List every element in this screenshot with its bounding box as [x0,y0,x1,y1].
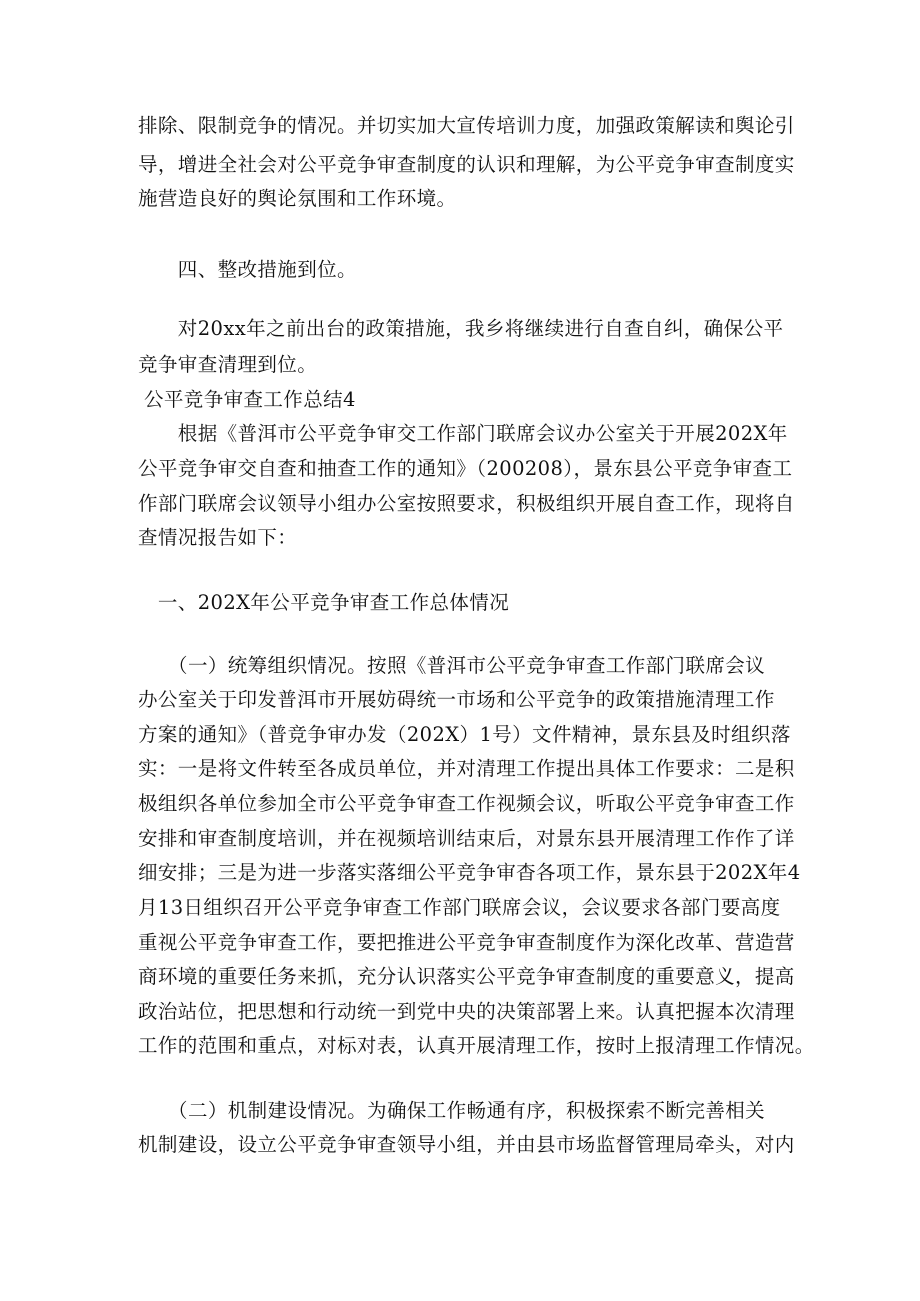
paragraph-line: 办公室关于印发普洱市开展妨碍统一市场和公平竞争的政策措施清理工作 [138,688,775,711]
paragraph-line: 实：一是将文件转至各成员单位，并对清理工作提出具体工作要求：二是积 [138,757,795,780]
paragraph-line: 极组织各单位参加全市公平竞争审查工作视频会议，听取公平竞争审查工作 [138,792,795,815]
paragraph-line: 方案的通知》（普竞争审办发（202X）1号）文件精神，景东县及时组织落 [138,723,791,746]
paragraph-line: 商环境的重要任务来抓，充分认识落实公平竞争审查制度的重要意义，提高 [138,965,795,988]
paragraph-line: 导，增进全社会对公平竞争审查制度的认识和理解，为公平竞争审查制度实 [138,153,795,176]
paragraph-line: （二）机制建设情况。为确保工作畅通有序，积极探索不断完善相关 [138,1099,766,1122]
paragraph-line: 安排和审查制度培训，并在视频培训结束后，对景东县开展清理工作作了详 [138,827,795,850]
paragraph-line: 公平竞争审交自查和抽查工作的通知》（200208），景东县公平竞争审查工 [138,457,793,480]
paragraph-line: 重视公平竞争审查工作，要把推进公平竞争审查制度作为深化改革、营造营 [138,931,795,954]
paragraph-line: 施营造良好的舆论氛围和工作环境。 [138,187,457,210]
paragraph-line: 竞争审查清理到位。 [138,353,318,376]
paragraph-line: 工作的范围和重点，对标对表，认真开展清理工作，按时上报清理工作情况。 [138,1034,815,1057]
document-title: 公平竞争审查工作总结4 [144,388,356,411]
paragraph-line: 查情况报告如下： [138,526,298,549]
section-heading: 四、整改措施到位。 [138,258,357,281]
paragraph-line: （一）统筹组织情况。按照《普洱市公平竞争审查工作部门联席会议 [138,654,766,677]
section-heading: 一、202X年公平竞争审查工作总体情况 [138,591,510,614]
paragraph-line: 机制建设，设立公平竞争审查领导小组，并由县市场监督管理局牵头，对内 [138,1133,795,1156]
paragraph-line: 月13日组织召开公平竞争审查工作部门联席会议，会议要求各部门要高度 [138,896,781,919]
paragraph-line: 根据《普洱市公平竞争审交工作部门联席会议办公室关于开展202X年 [138,422,788,445]
paragraph-line: 对20xx年之前出台的政策措施，我乡将继续进行自查自纠，确保公平 [138,317,784,340]
paragraph-line: 作部门联席会议领导小组办公室按照要求，积极组织开展自查工作，现将自 [138,492,795,515]
paragraph-line: 细安排；三是为进一步落实落细公平竞争审杳各项工作，景东县于202X年4 [138,861,801,884]
paragraph-line: 排除、限制竞争的情况。并切实加大宣传培训力度，加强政策解读和舆论引 [138,114,795,137]
paragraph-line: 政治站位，把思想和行动统一到党中央的决策部署上来。认真把握本次清理 [138,1000,795,1023]
